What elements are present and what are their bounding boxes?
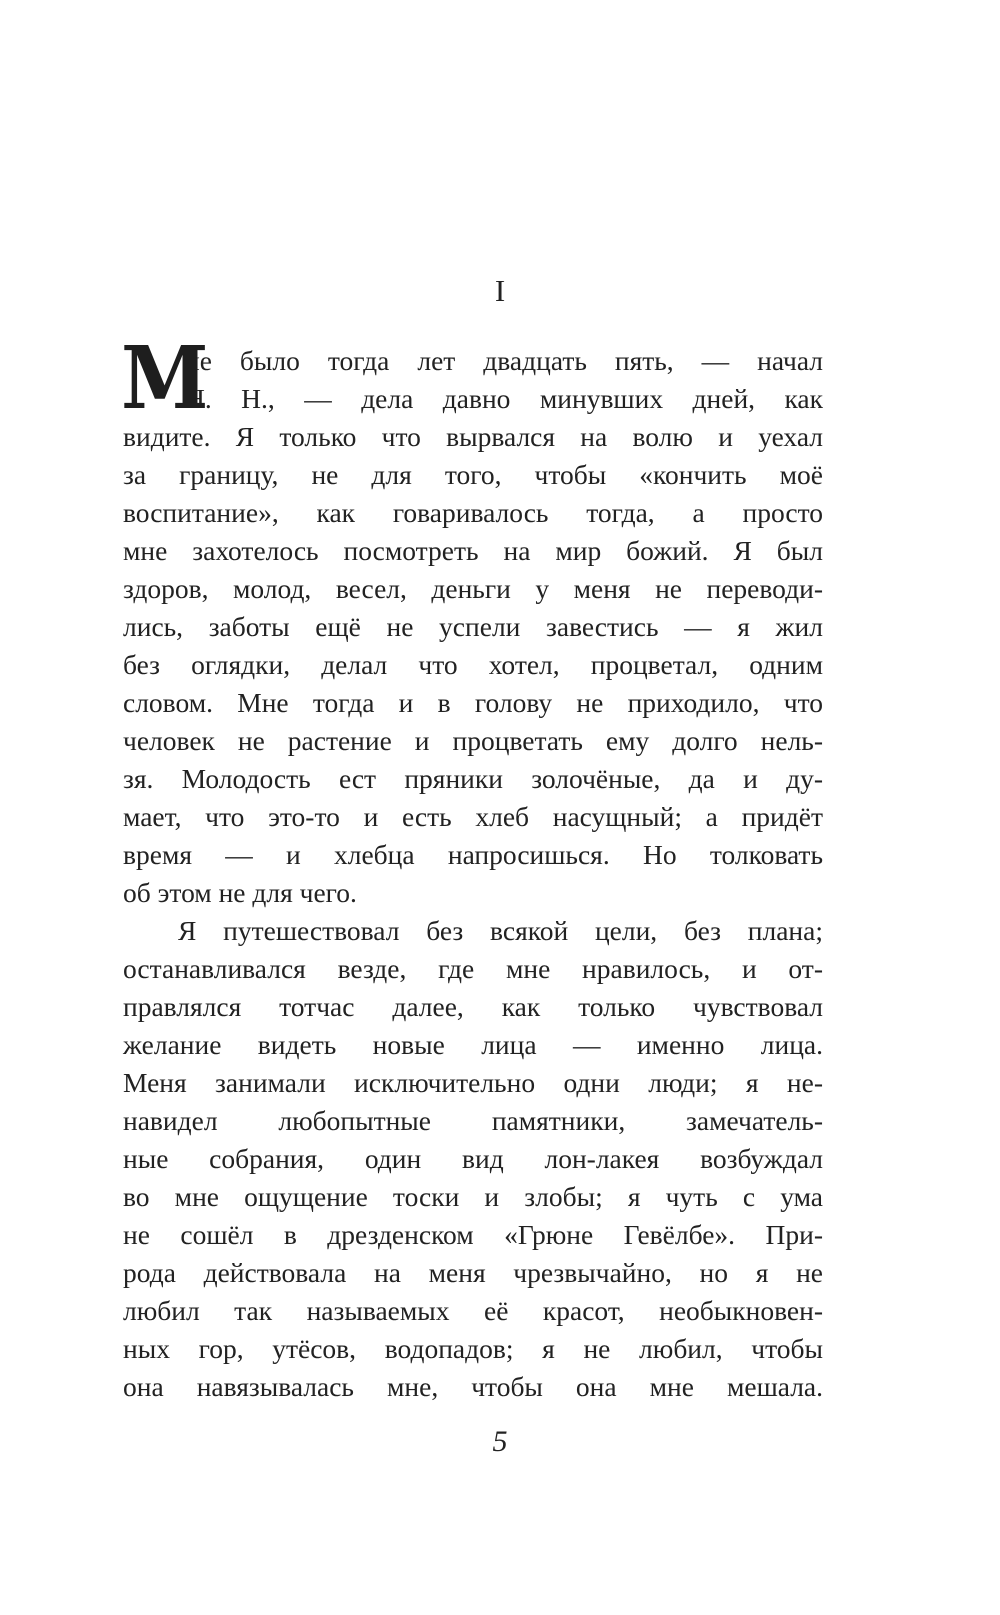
text-line: Меня занимали исключительно одни люди; я не- [123,1067,823,1098]
text-line: без оглядки, делал что хотел, процветал, одним [123,649,823,680]
paragraph-2 [123,912,823,1406]
text-line: правлялся тотчас далее, как только чувствовал [123,991,823,1022]
text-line: словом. Мне тогда и в голову не приходило, что [123,687,823,718]
text-line: Я путешествовал без всякой цели, без плана; [178,915,823,946]
text-line: лись, заботы ещё не успели завестись — я жил [123,611,823,642]
text-line: не сошёл в дрезденском «Грюне Гевёлбе». При- [123,1219,823,1250]
text-line: воспитание», как говаривалось тогда, а просто [123,497,823,528]
text-line: видите. Я только что вырвался на волю и уехал [123,421,823,452]
text-line: Н. Н., — дела давно минувших дней, как [185,383,823,414]
text-line: она навязывалась мне, чтобы она мне мешала. [123,1371,823,1402]
text-line: навидел любопытные памятники, замечатель- [123,1105,823,1136]
text-line: желание видеть новые лица — именно лица. [123,1029,823,1060]
text-line: зя. Молодость ест пряники золочёные, да и ду- [123,763,823,794]
body-text [121,328,823,1406]
text-line: об этом не для чего. [123,877,357,908]
chapter-heading: I [494,273,506,308]
text-line: человек не растение и процветать ему долго нель- [123,725,823,756]
drop-cap: М [121,328,207,429]
text-line: мне захотелось посмотреть на мир божий. Я был [123,535,823,566]
text-line: во мне ощущение тоски и злобы; я чуть с ума [123,1181,823,1212]
text-line: рода действовала на меня чрезвычайно, но я не [123,1257,823,1288]
paragraph-1 [123,342,823,912]
text-line: не было тогда лет двадцать пять, — начал [185,345,823,376]
page-number: 5 [492,1425,508,1458]
text-line: любил так называемых её красот, необыкновен- [123,1295,823,1326]
text-line: за границу, не для того, чтобы «кончить моё [123,459,823,490]
text-line: здоров, молод, весел, деньги у меня не переводи- [123,573,823,604]
text-line: время — и хлебца напросишься. Но толковать [123,839,823,870]
text-line: ных гор, утёсов, водопадов; я не любил, чтобы [123,1333,823,1364]
text-line: мает, что это-то и есть хлеб насущный; а придёт [123,801,823,832]
text-line: ные собрания, один вид лон-лакея возбуждал [123,1143,823,1174]
text-line: останавливался везде, где мне нравилось, и от- [123,953,823,984]
